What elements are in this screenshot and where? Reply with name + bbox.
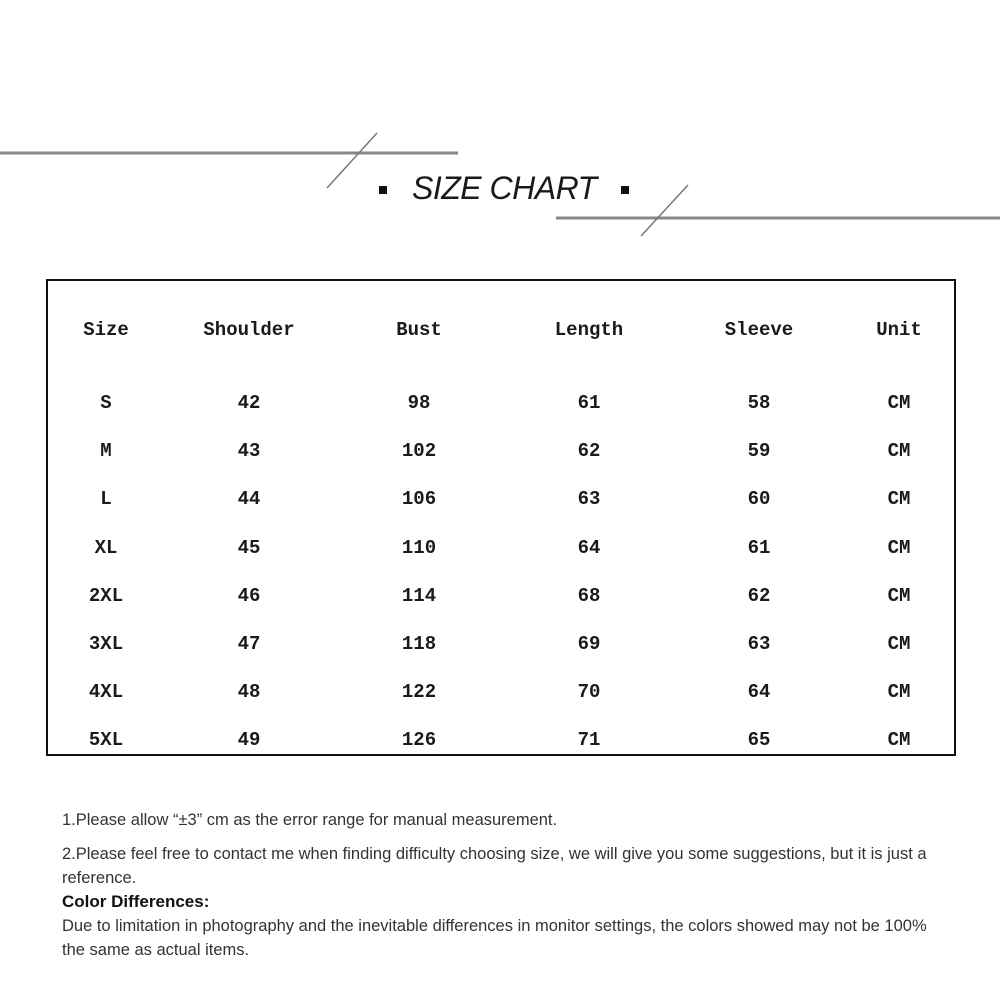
- cell-sleeve: 61: [747, 536, 771, 559]
- cell-unit: CM: [887, 536, 911, 559]
- cell-size: 5XL: [88, 729, 124, 752]
- cell-length: 68: [577, 584, 601, 607]
- table-row: [48, 524, 954, 572]
- cell-unit: CM: [887, 392, 911, 415]
- color-differences-text: Due to limitation in photography and the inevitable differences in monitor settings, the colors showed may not be 100% the same as actual items.: [62, 917, 927, 959]
- cell-shoulder: 49: [237, 729, 261, 752]
- cell-length: 69: [577, 633, 601, 656]
- cell-size: 3XL: [88, 633, 124, 656]
- cell-bust: 98: [407, 392, 431, 415]
- cell-sleeve: 59: [747, 440, 771, 463]
- header-bust: Bust: [396, 319, 442, 341]
- cell-bust: 122: [401, 681, 437, 704]
- cell-shoulder: 42: [237, 392, 261, 415]
- cell-sleeve: 58: [747, 392, 771, 415]
- cell-sleeve: 62: [747, 584, 771, 607]
- cell-shoulder: 47: [237, 633, 261, 656]
- cell-shoulder: 46: [237, 584, 261, 607]
- table-header-row: [48, 281, 954, 379]
- table-row: [48, 572, 954, 620]
- cell-bust: 114: [401, 584, 437, 607]
- cell-length: 70: [577, 681, 601, 704]
- cell-bust: 118: [401, 633, 437, 656]
- cell-sleeve: 63: [747, 633, 771, 656]
- header-sleeve: Sleeve: [724, 319, 794, 341]
- size-table: [48, 281, 954, 765]
- header-unit: Unit: [876, 319, 922, 341]
- notes-section: [62, 808, 942, 962]
- cell-length: 61: [577, 392, 601, 415]
- cell-bust: 102: [401, 440, 437, 463]
- table-row: [48, 379, 954, 427]
- table-row: [48, 716, 954, 764]
- note-error-range: 1.Please allow “±3” cm as the error range for manual measurement.: [62, 811, 558, 829]
- header-length: Length: [554, 319, 624, 341]
- cell-shoulder: 44: [237, 488, 261, 511]
- cell-unit: CM: [887, 633, 911, 656]
- cell-size: XL: [94, 536, 118, 559]
- cell-shoulder: 48: [237, 681, 261, 704]
- table-row: [48, 427, 954, 475]
- cell-length: 62: [577, 440, 601, 463]
- cell-sleeve: 64: [747, 681, 771, 704]
- cell-size: M: [100, 440, 112, 463]
- bullet-left-icon: [379, 186, 387, 194]
- cell-sleeve: 65: [747, 729, 771, 752]
- cell-shoulder: 43: [237, 440, 261, 463]
- table-body: [48, 379, 954, 765]
- header-size: Size: [83, 319, 129, 341]
- cell-unit: CM: [887, 681, 911, 704]
- cell-sleeve: 60: [747, 488, 771, 511]
- cell-unit: CM: [887, 440, 911, 463]
- table-row: [48, 620, 954, 668]
- cell-bust: 110: [401, 536, 437, 559]
- bullet-right-icon: [621, 186, 629, 194]
- page-title: SIZE CHART: [412, 170, 597, 206]
- color-differences-heading: Color Differences:: [62, 892, 210, 911]
- decorative-lines: [0, 0, 1000, 260]
- cell-bust: 106: [401, 488, 437, 511]
- cell-size: 4XL: [88, 681, 124, 704]
- cell-size: 2XL: [88, 584, 124, 607]
- cell-length: 63: [577, 488, 601, 511]
- header-shoulder: Shoulder: [203, 319, 295, 341]
- cell-size: S: [100, 392, 112, 415]
- cell-size: L: [100, 488, 112, 511]
- cell-length: 71: [577, 729, 601, 752]
- table-row: [48, 475, 954, 523]
- cell-bust: 126: [401, 729, 437, 752]
- note-contact: 2.Please feel free to contact me when finding difficulty choosing size, we will give you some suggestions, but it is just a reference.: [62, 845, 927, 887]
- title-row: [0, 168, 1000, 212]
- cell-unit: CM: [887, 584, 911, 607]
- cell-length: 64: [577, 536, 601, 559]
- size-table-frame: [46, 279, 956, 756]
- cell-shoulder: 45: [237, 536, 261, 559]
- cell-unit: CM: [887, 488, 911, 511]
- cell-unit: CM: [887, 729, 911, 752]
- table-row: [48, 668, 954, 716]
